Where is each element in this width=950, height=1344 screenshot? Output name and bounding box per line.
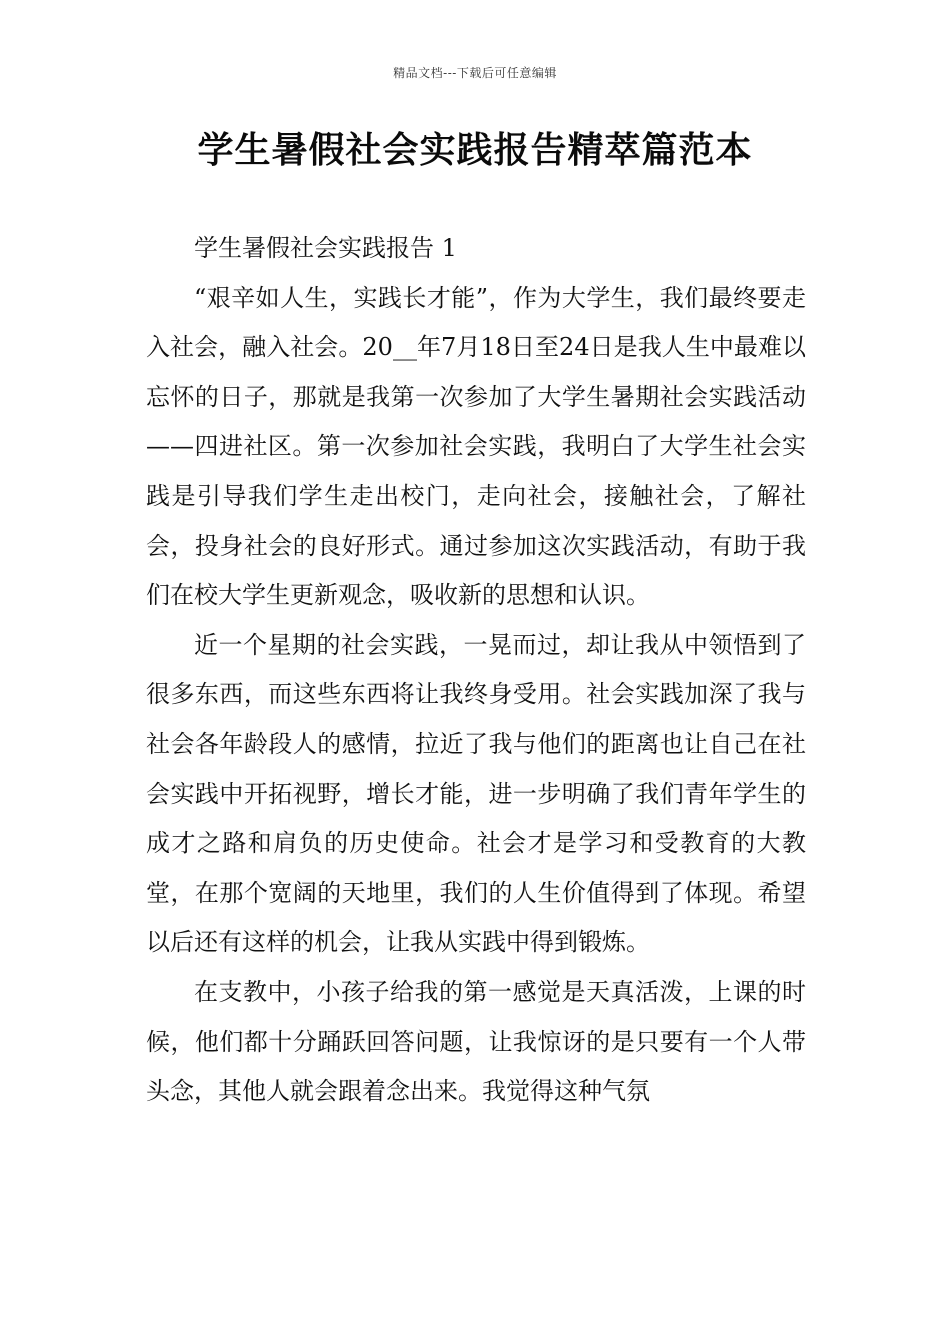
paragraph-2: 近一个星期的社会实践，一晃而过，却让我从中领悟到了很多东西，而这些东西将让我终身受用。社会实践加深了我与社会各年龄段人的感情，拉近了我与他们的距离也让自己在社会实践中开拓视野，增长才能，进一步明确了我们青年学生的成才之路和肩负的历史使命。社会才是学习和受教育的大教堂，在那个宽阔的天地里，我们的人生价值得到了体现。希望以后还有这样的机会，让我从实践中得到锻炼。 [146,630,806,957]
header-note: 精品文档---下载后可任意编辑 [393,66,557,80]
document-body [146,224,806,1117]
document-title: 学生暑假社会实践报告精萃篇范本 [197,130,753,171]
paragraph-3: 在支教中，小孩子给我的第一感觉是天真活泼，上课的时候，他们都十分踊跃回答问题，让我惊讶的是只要有一个人带头念，其他人就会跟着念出来。我觉得这种气氛 [146,977,806,1106]
paragraph-1: “艰辛如人生，实践长才能”，作为大学生，我们最终要走入社会，融入社会。20__年7月18日至24日是我人生中最难以忘怀的日子，那就是我第一次参加了大学生暑期社会实践活动——四进社区。第一次参加社会实践，我明白了大学生社会实践是引导我们学生走出校门，走向社会，接触社会，了解社会，投身社会的良好形式。通过参加这次实践活动，有助于我们在校大学生更新观念，吸收新的思想和认识。 [146,283,806,610]
section-subtitle: 学生暑假社会实践报告 1 [194,234,457,262]
